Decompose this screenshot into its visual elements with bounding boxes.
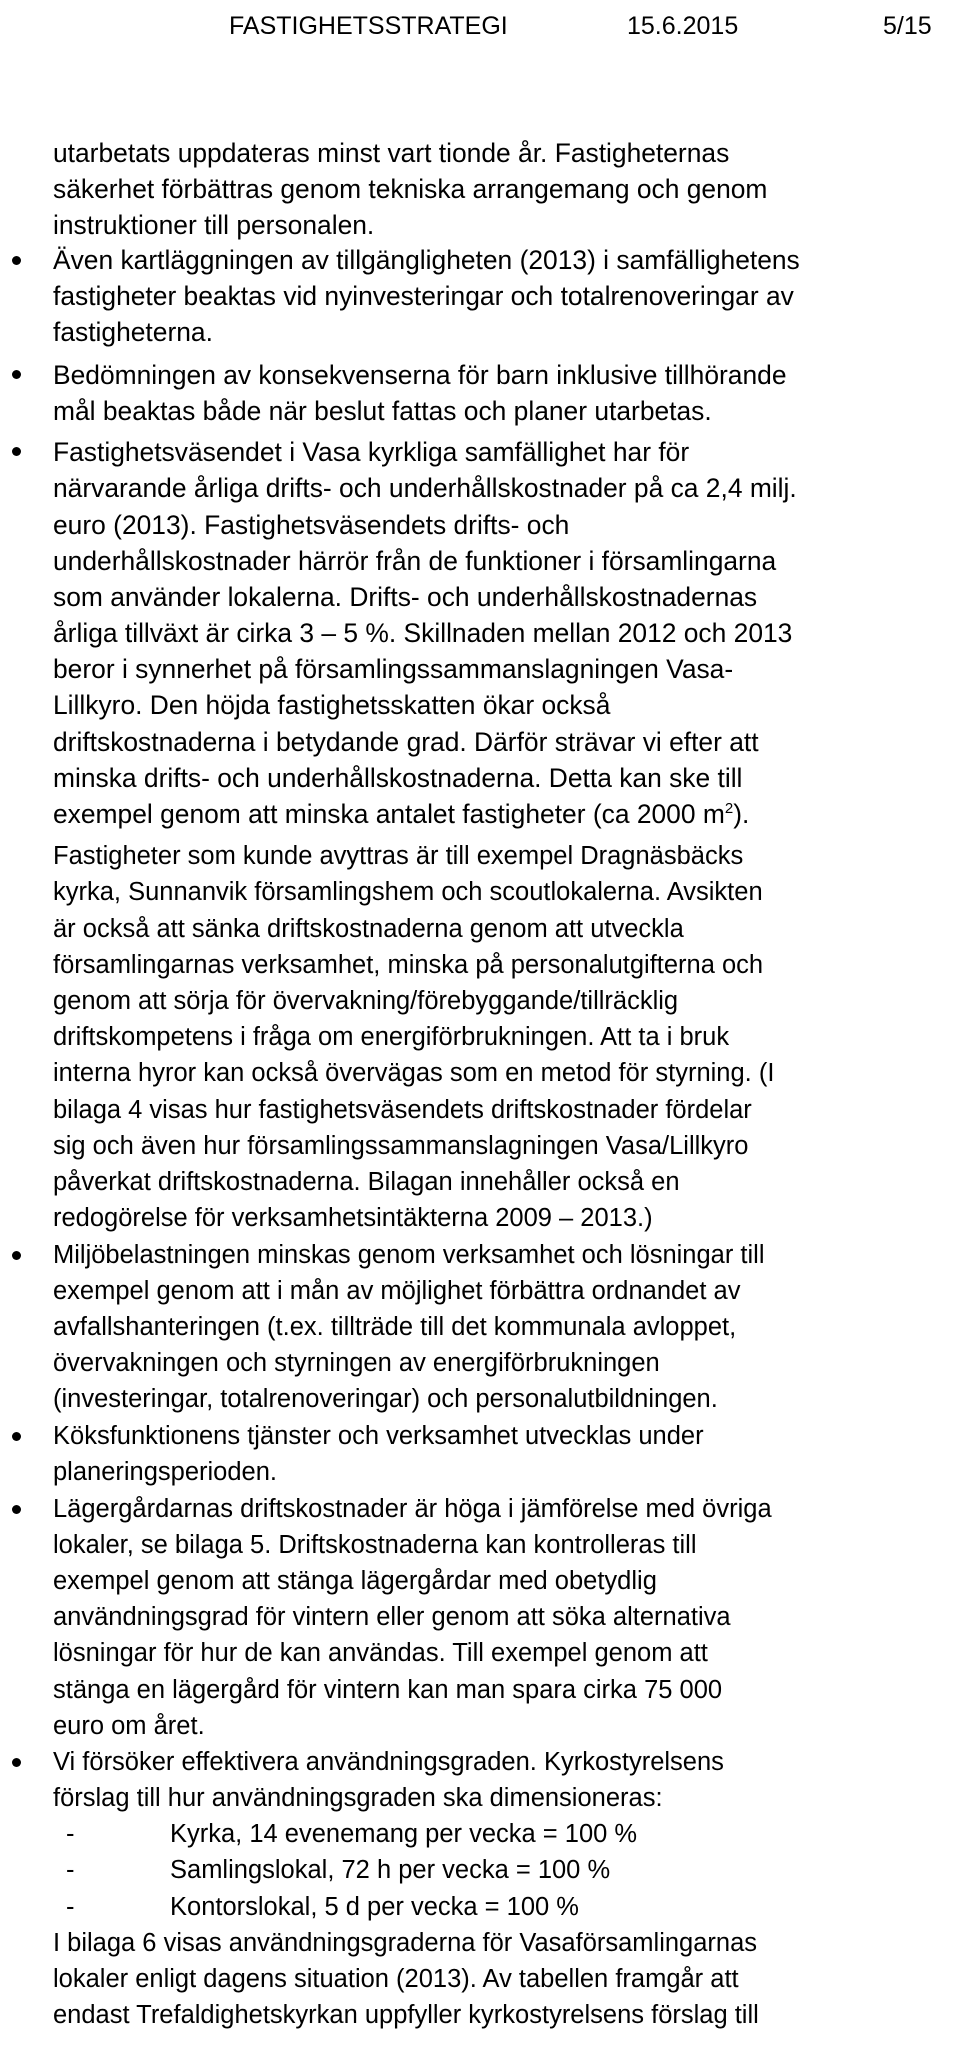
bullet-line: bilaga 4 visas hur fastighetsväsendets driftskostnader fördelar [53,1096,752,1124]
bullet-line: närvarande årliga drifts- och underhållskostnader på ca 2,4 milj. [53,473,797,503]
bullet-line: övervakningen och styrningen av energiförbrukningen [53,1349,660,1377]
bullet-marker [12,447,21,456]
bullet-line: exempel genom att stänga lägergårdar med obetydlig [53,1567,657,1595]
bullet-marker [12,1505,21,1514]
bullet-line: minska drifts- och underhållskostnaderna. Detta kan ske till [53,763,743,793]
page-number: 5/15 [883,12,932,40]
bullet-line: driftskompetens i fråga om energiförbrukningen. Att ta i bruk [53,1023,730,1051]
intro-line: instruktioner till personalen. [53,210,375,240]
document-date: 15.6.2015 [627,12,739,40]
bullet-line: påverkat driftskostnaderna. Bilagan innehåller också en [53,1168,680,1196]
bullet-line: exempel genom att i mån av möjlighet förbättra ordnandet av [53,1277,741,1305]
bullet-line: är också att sänka driftskostnaderna genom att utveckla [53,915,684,943]
bullet-line: användningsgrad för vintern eller genom att söka alternativa [53,1603,731,1631]
bullet-line: fastigheterna. [53,317,213,347]
bullet-line: avfallshanteringen (t.ex. tillträde till det kommunala avloppet, [53,1313,737,1341]
bullet-line: interna hyror kan också övervägas som en metod för styrning. (I [53,1059,775,1087]
bullet-line: församlingarnas verksamhet, minska på personalutgifterna och [53,951,764,979]
bullet-line: lokaler, se bilaga 5. Driftskostnaderna kan kontrolleras till [53,1531,697,1559]
bullet-line [53,794,953,834]
bullet-line: Miljöbelastningen minskas genom verksamhet och lösningar till [53,1241,765,1269]
bullet-line: stänga en lägergård för vintern kan man spara cirka 75 000 [53,1676,723,1704]
dash-marker: - [66,1820,75,1848]
bullet-line: (investeringar, totalrenoveringar) och personalutbildningen. [53,1385,718,1413]
bullet-line: Fastigheter som kunde avyttras är till exempel Dragnäsbäcks [53,842,744,870]
bullet-line: mål beaktas både när beslut fattas och planer utarbetas. [53,396,712,426]
bullet-line: lokaler enligt dagens situation (2013). Av tabellen framgår att [53,1965,739,1993]
bullet-line: Vi försöker effektivera användningsgraden. Kyrkostyrelsens [53,1748,724,1776]
bullet-line: Lägergårdarnas driftskostnader är höga i jämförelse med övriga [53,1495,772,1523]
bullet-line: genom att sörja för övervakning/förebyggande/tillräcklig [53,987,679,1015]
bullet-line: Lillkyro. Den höjda fastighetsskatten ökar också [53,690,611,720]
bullet-line: sig och även hur församlingssammanslagningen Vasa/Lillkyro [53,1132,749,1160]
document-title: FASTIGHETSSTRATEGI [229,12,508,40]
dash-list-item: Kyrka, 14 evenemang per vecka = 100 % [170,1820,638,1848]
bullet-marker [12,1432,21,1441]
bullet-marker [12,1758,21,1767]
bullet-line: Fastighetsväsendet i Vasa kyrkliga samfällighet har för [53,437,690,467]
bullet-marker [12,370,21,379]
superscript: 2 [724,800,734,818]
dash-list-item: Kontorslokal, 5 d per vecka = 100 % [170,1893,579,1921]
bullet-marker [12,256,21,265]
bullet-line: Köksfunktionens tjänster och verksamhet utvecklas under [53,1422,704,1450]
bullet-line: fastigheter beaktas vid nyinvesteringar och totalrenoveringar av [53,281,794,311]
bullet-line: Även kartläggningen av tillgängligheten (2013) i samfällighetens [53,245,800,275]
bullet-line: förslag till hur användningsgraden ska dimensioneras: [53,1784,663,1812]
intro-line: utarbetats uppdateras minst vart tionde år. Fastigheternas [53,138,730,168]
dash-marker: - [66,1856,75,1884]
bullet-line: kyrka, Sunnanvik församlingshem och scoutlokalerna. Avsikten [53,878,763,906]
bullet-line: beror i synnerhet på församlingssammanslagningen Vasa- [53,654,734,684]
dash-list-item: Samlingslokal, 72 h per vecka = 100 % [170,1856,611,1884]
bullet-line: euro om året. [53,1712,205,1740]
bullet-line: årliga tillväxt är cirka 3 – 5 %. Skillnaden mellan 2012 och 2013 [53,618,793,648]
bullet-line: euro (2013). Fastighetsväsendets drifts- och [53,510,570,540]
bullet-marker [12,1251,21,1260]
bullet-line-text: exempel genom att minska antalet fastigheter (ca 2000 m [53,799,725,829]
bullet-line: lösningar för hur de kan användas. Till exempel genom att [53,1639,708,1667]
bullet-line: som använder lokalerna. Drifts- och underhållskostnadernas [53,582,758,612]
bullet-line: underhållskostnader härrör från de funktioner i församlingarna [53,546,777,576]
intro-line: säkerhet förbättras genom tekniska arrangemang och genom [53,174,768,204]
bullet-line: I bilaga 6 visas användningsgraderna för Vasaförsamlingarnas [53,1929,758,1957]
page-header [0,6,960,46]
dash-marker: - [66,1893,75,1921]
bullet-line: Bedömningen av konsekvenserna för barn inklusive tillhörande [53,360,787,390]
bullet-line-tail: ). [733,799,750,829]
bullet-line: redogörelse för verksamhetsintäkterna 2009 – 2013.) [53,1204,653,1232]
bullet-line: driftskostnaderna i betydande grad. Därför strävar vi efter att [53,727,759,757]
bullet-line: endast Trefaldighetskyrkan uppfyller kyrkostyrelsens förslag till [53,2001,759,2029]
bullet-line: planeringsperioden. [53,1458,277,1486]
